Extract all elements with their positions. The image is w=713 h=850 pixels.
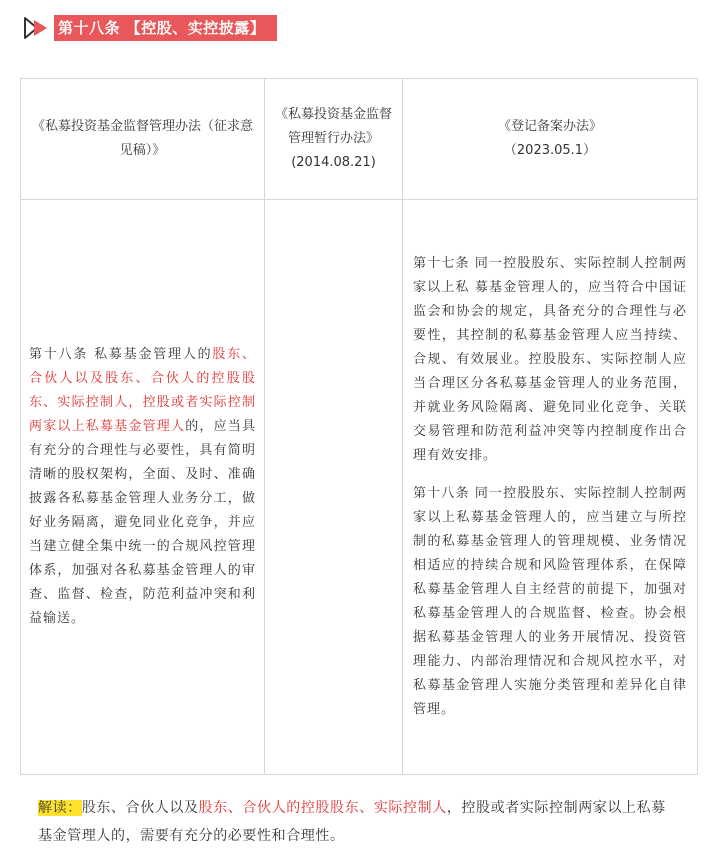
section-header <box>22 14 277 42</box>
column-header-interim: 《私募投资基金监督管理暂行办法》 (2014.08.21) <box>265 79 403 200</box>
interpretation-label: 解读： <box>38 800 82 816</box>
play-arrow-icon <box>22 14 54 42</box>
comparison-table <box>20 78 698 775</box>
cell-interim-article <box>265 200 403 775</box>
section-title: 第十八条 【控股、实控披露】 <box>54 15 277 41</box>
article-17: 第十七条 同一控股股东、实际控制人控制两家以上私 募基金管理人的，应当符合中国证监会和协会的规定，具备充分的合理性与必要性，其控制的私募基金管理人应当持续、合规、有效展业。控股股东、实际控制人应当合理区分各私募基金管理人的业务范围，并就业务风险隔离、避免同业化竞争、关联交易管理和防范利益冲突等内控制度作出合理有效安排。 <box>413 256 687 463</box>
table-row <box>21 200 698 775</box>
cell-draft-article: 第十八条 私募基金管理人的股东、合伙人以及股东、合伙人的控股股东、实际控制人，控股或者实际控制两家以上私募基金管理人的，应当具有充分的合理性与必要性，具有简明清晰的股权架构，全面、及时、准确披露各私募基金管理人业务分工，做好业务隔离，避免同业化竞争，并应当建立健全集中统一的合规风控管理体系，加强对各私募基金管理人的审查、监督、检查，防范利益冲突和利益输送。 <box>21 200 265 775</box>
column-date: (2014.08.21) <box>291 155 376 170</box>
column-header-draft: 《私募投资基金监督管理办法（征求意见稿）》 <box>21 79 265 200</box>
highlighted-text: 股东、合伙人以及股东、合伙人的控股股东、实际控制人，控股或者实际控制两家以上私募基金管理人 <box>29 347 256 434</box>
column-header-registration: 《登记备案办法》 （2023.05.1） <box>403 79 698 200</box>
article-18: 第十八条 同一控股股东、实际控制人控制两家以上私募基金管理人的，应当建立与所控制的私募基金管理人的管理规模、业务情况相适应的持续合规和风险管理体系，在保障私募基金管理人自主经营的前提下，加强对私募基金管理人的合规监督、检查。协会根据私募基金管理人的业务开展情况、投资管理能力、内部治理情况和合规风控水平，对私募基金管理人实施分类管理和差异化自律管理。 <box>413 486 687 717</box>
column-date: （2023.05.1） <box>503 143 597 158</box>
table-header-row <box>21 79 698 200</box>
cell-registration-article <box>403 200 698 775</box>
interpretation-note: 解读：股东、合伙人以及股东、合伙人的控股股东、实际控制人，控股或者实际控制两家以上私募基金管理人的，需要有充分的必要性和合理性。 <box>38 800 666 844</box>
highlighted-text: 股东、合伙人的控股股东、实际控制人 <box>198 800 447 816</box>
